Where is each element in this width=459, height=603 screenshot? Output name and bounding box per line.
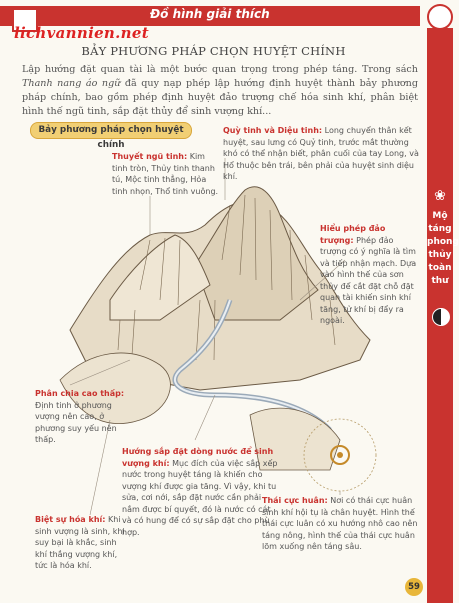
annotation-body: Mục đích của việc sắp xếp nước trong huyệt táng là khiến cho vượng khí được gia tăng. Vì vậy, khi tu sửa, cơi nới, sắp đặt nước cần phải nắm được bí quyết, đó là nước có cát và có hung để có sự sắp đặt cho phù hợp.: [122, 458, 278, 537]
side-label-word: thủy: [428, 250, 452, 260]
section-pill-label: Bảy phương pháp chọn huyệt chính: [30, 122, 192, 139]
annotation-body: Khi sinh vượng là sinh, khi suy bại là khắc, sinh khí thắng vượng khí, tức là hóa khí.: [35, 515, 125, 570]
intro-part2: đã quy nạp phép lập hướng định huyệt thành bảy phương pháp chính, bao gồm phép định huyệt đảo trượng chế hóa sinh khí, phân biệt hình thế ngũ tinh, sắp đặt thủy để sinh vượng khí...: [22, 78, 418, 117]
cloud-ornament-icon: ❀: [434, 188, 446, 204]
annotation-title: Biệt sự hóa khí:: [35, 515, 106, 524]
side-label-word: thư: [431, 276, 449, 286]
annotation-hieu-phep-dao-truong: [320, 223, 418, 327]
intro-book-title: Thanh nang áo ngữ: [22, 78, 121, 89]
side-label-word: toàn: [428, 263, 452, 273]
annotation-title: Thuyết ngũ tinh:: [112, 152, 188, 161]
watermark-logo: lichvannien.net: [14, 24, 149, 42]
side-label-word: táng: [428, 224, 452, 234]
annotation-body: Long chuyển thân kết huyệt, sau lưng có Quỷ tinh, trước mắt thường khó có thể nhận biết, phân cuối của tay Long, và Hổ thuộc bên trái, bên phải của huyệt sinh diệu khí.: [223, 126, 419, 181]
annotation-title: Hướng sắp đặt dòng nước để sinh vượng khí:: [122, 447, 274, 468]
annotation-quy-tinh: [223, 125, 421, 183]
annotation-phan-chia-cao-thap: [35, 388, 125, 446]
annotation-biet-su-hoa-khi: [35, 514, 125, 572]
intro-part1: Lập hướng đặt quan tài là một bước quan trọng trong phép táng. Trong sách: [22, 64, 418, 75]
page-heading: BẢY PHƯƠNG PHÁP CHỌN HUYỆT CHÍNH: [81, 44, 346, 58]
annotation-thai-cuc-huan: [262, 495, 420, 553]
annotation-title: Thái cực huân:: [262, 496, 328, 505]
annotation-body: Định tinh ở phương vượng nên cao, ở phương suy yếu nên thấp.: [35, 400, 117, 444]
annotation-title: Quỳ tinh và Diệu tinh:: [223, 126, 323, 135]
annotation-title: Hiểu phép đảo trượng:: [320, 224, 386, 245]
header-title: Đồ hình giải thích: [150, 7, 270, 21]
page-number: 59: [405, 578, 423, 596]
annotation-thuyet-ngu-tinh: [112, 151, 222, 197]
annotation-body: Kim tinh tròn, Thủy tinh thanh tú, Mộc tinh thẳng, Hỏa tinh nhọn, Thổ tinh vuông.: [112, 152, 219, 196]
side-label-word: Mộ: [432, 211, 448, 221]
side-label-word: phong: [427, 237, 459, 247]
annotation-title: Phân chia cao thấp:: [35, 389, 125, 398]
annotation-body: Nơi có thái cực huân sinh khí hội tụ là chân huyệt. Hình thế thái cực luân có xu hướng nhô cao nên táng nông, hình thế của thái cực huân lõm xuống nên táng sâu.: [262, 496, 418, 551]
annotation-body: Phép đảo trượng có ý nghĩa là tìm và tiếp nhận mạch. Dựa vào hình thế của sơn thủy để cắt đặt chỗ đặt quan tài khiến sinh khí tăng, tử khí bị đẩy ra ngoài.: [320, 235, 417, 325]
annotation-huong-sap-dat: [122, 446, 280, 538]
